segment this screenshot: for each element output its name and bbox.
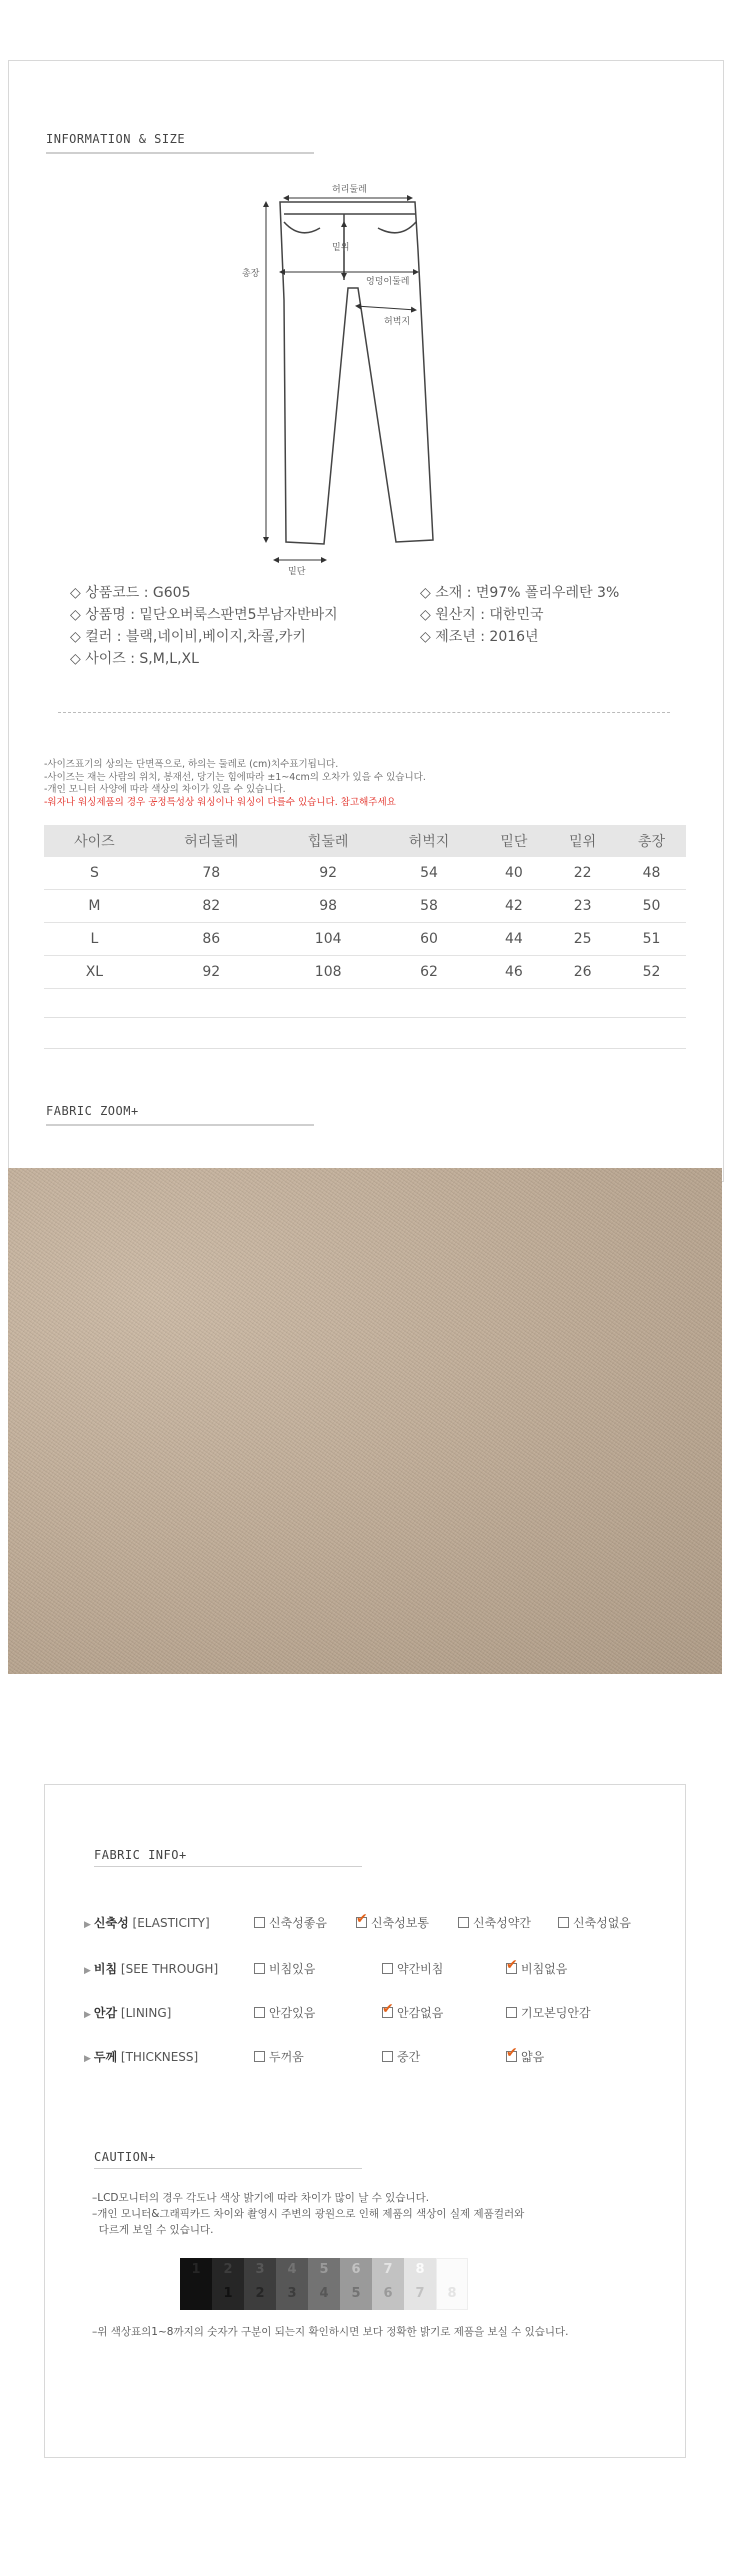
see-through-label: ▶ 비침 [SEE THROUGH] [84,1962,219,1976]
product-sizes: ◇ 사이즈 : S,M,L,XL [70,651,199,667]
label-hip: 엉덩이둘레 [366,277,410,287]
size-notes: -사이즈표기의 상의는 단면폭으로, 하의는 둘레로 (cm)치수표기됩니다. -사이즈는 재는 사람의 위치, 봉재선, 당기는 힘에따라 ±1~4cm의 오차가 있을 수 있습니다. -개인 모니터 사양에 따라 색상의 차이가 있을 수 있습니다. -워자나 워싱제품의 경우 공정특성상 워싱이나 워싱이 다를수 있습니다. 참고해주세요 [44,759,426,808]
product-colors: ◇ 컬러 : 블랙,네이비,베이지,차콜,카키 [70,629,306,645]
triangle-right-icon: ▶ [84,2054,91,2064]
product-origin: ◇ 원산지 : 대한민국 [420,607,544,623]
fabric-info-title: FABRIC INFO+ [94,1848,187,1862]
checkbox-icon [382,2051,393,2062]
option-thickness-thin[interactable]: ✔ 얇음 [506,2045,545,2064]
option-see-through-slight[interactable]: 약간비침 [382,1960,443,1977]
option-elasticity-slight[interactable]: 신축성약간 [458,1914,531,1931]
washing-note: -워자나 워싱제품의 경우 공정특성상 워싱이나 워싱이 다를수 있습니다. 참고해주세요 [44,796,396,808]
fabric-info-underline [94,1866,362,1867]
product-name: ◇ 상품명 : 밑단오버룩스판면5부남자반바지 [70,607,338,623]
checkbox-icon [506,2045,518,2062]
checkbox-icon [254,2051,265,2062]
checkbox-icon [506,2007,517,2018]
size-table [44,825,686,989]
option-thickness-medium[interactable]: 중간 [382,2048,420,2065]
option-thickness-thick[interactable]: 두꺼움 [254,2048,304,2065]
checkbox-icon [458,1917,469,1928]
checkmark-icon: ✔ [506,1957,518,1973]
pants-diagram [240,180,460,580]
info-size-title: INFORMATION & SIZE [46,132,186,146]
label-length: 총장 [242,269,260,279]
triangle-right-icon: ▶ [84,1966,91,1976]
checkmark-icon: ✔ [506,2045,518,2061]
option-lining-brushed[interactable]: 기모본딩안감 [506,2004,591,2021]
table-row: L 86 104 60 44 25 51 [44,923,686,956]
option-lining-yes[interactable]: 안감있음 [254,2004,315,2021]
option-see-through-yes[interactable]: 비침있음 [254,1960,315,1977]
checkbox-icon [254,1917,265,1928]
product-code: ◇ 상품코드 : G605 [70,585,191,601]
option-lining-no[interactable]: ✔ 안감없음 [382,2001,444,2020]
fabric-info-card [44,1784,686,2458]
caution-text: –LCD모니터의 경우 각도나 색상 밝기에 따라 차이가 많이 날 수 있습니다. –개인 모니터&그래픽카드 차이와 촬영시 주변의 광원으로 인해 제품의 색상이 실제 제품컬러와 다르게 보일 수 있습니다. [92,2192,525,2236]
product-details-left [70,582,338,670]
option-elasticity-none[interactable]: 신축성없음 [558,1914,631,1931]
checkbox-icon [382,2001,394,2018]
checkbox-icon [506,1957,518,1974]
label-hem: 밑단 [288,567,306,577]
checkbox-icon [254,1963,265,1974]
table-row: XL 92 108 62 46 26 52 [44,956,686,989]
lining-label: ▶ 안감 [LINING] [84,2006,172,2020]
label-thigh: 허벅지 [384,317,411,327]
elasticity-label: ▶ 신축성 [ELASTICITY] [84,1916,210,1930]
caution-footer: –위 색상표의1~8까지의 숫자가 구분이 되는지 확인하시면 보다 정확한 밝기로 제품을 보실 수 있습니다. [92,2326,569,2338]
product-details-right [420,582,619,648]
fabric-closeup-image [8,1168,722,1674]
table-spacer-line [44,1017,686,1018]
checkbox-icon [356,1911,368,1928]
checkbox-icon [558,1917,569,1928]
thickness-label: ▶ 두께 [THICKNESS] [84,2050,199,2064]
checkmark-icon: ✔ [356,1911,368,1927]
fabric-zoom-underline [46,1124,314,1126]
triangle-right-icon: ▶ [84,1920,91,1930]
table-row: M 82 98 58 42 23 50 [44,890,686,923]
checkbox-icon [254,2007,265,2018]
brightness-scale: 1 2 3 4 5 6 7 8 1 2 3 4 5 6 7 8 [180,2258,468,2310]
label-rise: 밑위 [332,243,350,253]
product-material: ◇ 소재 : 면97% 폴리우레탄 3% [420,585,620,601]
table-row: S 78 92 54 40 22 48 [44,857,686,890]
option-elasticity-normal[interactable]: ✔ 신축성보통 [356,1911,429,1930]
product-year: ◇ 제조년 : 2016년 [420,629,539,645]
option-see-through-none[interactable]: ✔ 비침없음 [506,1957,568,1976]
caution-underline [94,2168,362,2169]
dashed-divider [58,712,670,713]
label-waist: 허리둘레 [332,185,367,195]
checkmark-icon: ✔ [382,2001,394,2017]
table-bottom-line [44,1048,686,1049]
triangle-right-icon: ▶ [84,2010,91,2020]
caution-title: CAUTION+ [94,2150,156,2164]
size-table-header: 사이즈 허리둘레 힙둘레 허벅지 밑단 밑위 총장 [44,825,686,857]
option-elasticity-good[interactable]: 신축성좋음 [254,1914,327,1931]
checkbox-icon [382,1963,393,1974]
fabric-zoom-title: FABRIC ZOOM+ [46,1104,139,1118]
info-size-underline [46,152,314,154]
